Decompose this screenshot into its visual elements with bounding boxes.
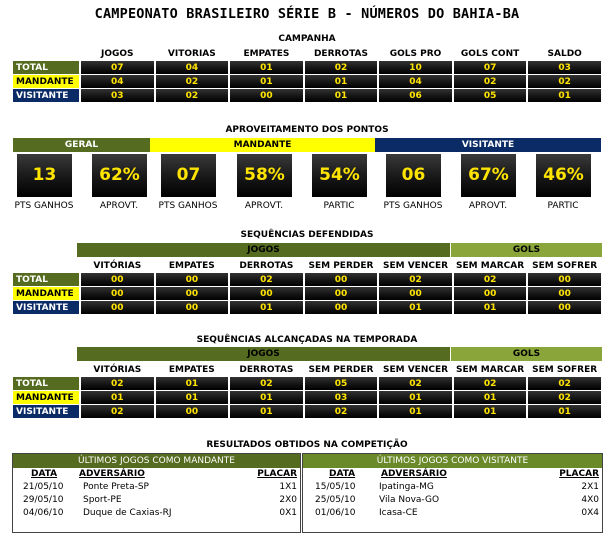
seq-defendidas-table: [11, 258, 603, 315]
col-header: EMPATES: [168, 364, 215, 375]
cell: 00: [156, 301, 229, 314]
cell: 02: [454, 377, 527, 390]
cell: 04: [379, 75, 452, 88]
page-title: CAMPEONATO BRASILEIRO SÉRIE B - NÚMEROS DO BAHIA-BA: [94, 6, 520, 22]
col-header: SEM VENCER: [383, 364, 449, 375]
result-date: 25/05/10: [315, 495, 356, 505]
table-row: [13, 273, 601, 286]
result-score: 4X0: [581, 495, 599, 505]
result-date: 29/05/10: [23, 495, 64, 505]
campanha-header-row: [13, 47, 601, 60]
stat-caption: PTS GANHOS: [14, 201, 74, 211]
list-item: [303, 507, 602, 520]
cell: 02: [528, 75, 601, 88]
col-header: SEM PERDER: [308, 364, 374, 375]
seq-header-row: [13, 363, 601, 376]
stat-box: 67%: [461, 154, 516, 197]
cell: 00: [156, 405, 229, 418]
col-data: DATA: [329, 469, 356, 479]
cell: 01: [81, 391, 154, 404]
cell: 01: [305, 75, 378, 88]
cell: 02: [81, 405, 154, 418]
row-label: VISITANTE: [13, 301, 79, 314]
col-header: EMPATES: [243, 48, 290, 59]
cell: 00: [156, 273, 229, 286]
cell: 00: [528, 301, 601, 314]
seq-alcancadas-table: [11, 362, 603, 419]
cell: 01: [156, 377, 229, 390]
col-adversario: ADVERSÁRIO: [381, 469, 447, 479]
cell: 01: [379, 301, 452, 314]
cell: 00: [81, 287, 154, 300]
cell: 00: [305, 287, 378, 300]
col-header: SEM SOFRER: [532, 364, 598, 375]
cell: 01: [230, 61, 303, 74]
cell: 02: [379, 273, 452, 286]
table-row: [13, 377, 601, 390]
list-item: [303, 481, 602, 494]
col-header: DERROTAS: [313, 48, 368, 59]
row-label: TOTAL: [13, 61, 79, 74]
result-date: 04/06/10: [23, 508, 64, 518]
cell: 00: [156, 287, 229, 300]
cell: 01: [379, 391, 452, 404]
result-opponent: Icasa-CE: [379, 508, 418, 518]
stat-caption: PTS GANHOS: [383, 201, 443, 211]
result-date: 21/05/10: [23, 482, 64, 492]
cell: 02: [156, 75, 229, 88]
table-row: [13, 287, 601, 300]
col-header: SEM MARCAR: [456, 364, 525, 375]
result-opponent: Vila Nova-GO: [379, 495, 440, 505]
list-item: [13, 481, 300, 494]
cell: 00: [528, 273, 601, 286]
stat-caption: PARTIC: [323, 201, 355, 211]
cell: 02: [230, 273, 303, 286]
cell: 02: [454, 75, 527, 88]
cell: 01: [379, 405, 452, 418]
cell: 01: [230, 405, 303, 418]
group-gols: GOLS: [451, 347, 602, 361]
cell: 01: [528, 89, 601, 102]
results-columns: [13, 468, 300, 481]
stat-caption: APROVT.: [99, 201, 139, 211]
cell: 02: [156, 89, 229, 102]
stat-caption: APROVT.: [244, 201, 284, 211]
cell: 07: [454, 61, 527, 74]
row-label: VISITANTE: [13, 405, 79, 418]
cell: 00: [305, 273, 378, 286]
cell: 02: [528, 377, 601, 390]
cell: 02: [81, 377, 154, 390]
cell: 02: [305, 405, 378, 418]
stat-box: 46%: [536, 154, 591, 197]
row-label: MANDANTE: [13, 287, 79, 300]
table-row: [13, 75, 601, 88]
cell: 01: [230, 391, 303, 404]
cell: 01: [230, 75, 303, 88]
row-label: MANDANTE: [13, 75, 79, 88]
row-label: TOTAL: [13, 273, 79, 286]
campanha-table: [11, 46, 603, 103]
table-row: [13, 89, 601, 102]
cell: 10: [379, 61, 452, 74]
cell: 03: [528, 61, 601, 74]
row-label: TOTAL: [13, 377, 79, 390]
result-score: 2X1: [581, 482, 599, 492]
cell: 06: [379, 89, 452, 102]
cell: 00: [379, 287, 452, 300]
group-geral: GERAL: [13, 138, 150, 152]
table-row: [13, 61, 601, 74]
group-jogos: JOGOS: [77, 243, 450, 257]
result-opponent: Ipatinga-MG: [379, 482, 434, 492]
row-label: VISITANTE: [13, 89, 79, 102]
cell: 00: [81, 273, 154, 286]
stat-caption: PTS GANHOS: [158, 201, 218, 211]
cell: 00: [230, 287, 303, 300]
stat-caption: PARTIC: [547, 201, 579, 211]
result-opponent: Duque de Caxias-RJ: [83, 508, 172, 518]
col-header: DERROTAS: [239, 260, 294, 271]
table-row: [13, 391, 601, 404]
col-adversario: ADVERSÁRIO: [79, 469, 145, 479]
cell: 01: [305, 89, 378, 102]
result-score: 1X1: [279, 482, 297, 492]
cell: 04: [81, 75, 154, 88]
col-header: SEM MARCAR: [456, 260, 525, 271]
cell: 01: [454, 405, 527, 418]
cell: 05: [305, 377, 378, 390]
aproveitamento-title: APROVEITAMENTO DOS PONTOS: [225, 125, 389, 135]
cell: 02: [230, 377, 303, 390]
col-header: VITÓRIAS: [93, 364, 142, 375]
seq-header-row: [13, 259, 601, 272]
col-data: DATA: [31, 469, 58, 479]
col-header: VITÓRIAS: [93, 260, 142, 271]
cell: 04: [156, 61, 229, 74]
cell: 00: [454, 287, 527, 300]
stat-caption: APROVT.: [468, 201, 508, 211]
group-mandante: MANDANTE: [150, 138, 375, 152]
cell: 00: [528, 287, 601, 300]
col-header: GOLS CONT: [460, 48, 520, 59]
result-date: 15/05/10: [315, 482, 356, 492]
cell: 02: [379, 377, 452, 390]
mandante-results-header: ÚLTIMOS JOGOS COMO MANDANTE: [13, 454, 300, 468]
cell: 01: [454, 301, 527, 314]
seq-defendidas-title: SEQUÊNCIAS DEFENDIDAS: [240, 230, 374, 240]
visitante-results: [302, 453, 603, 533]
cell: 02: [528, 391, 601, 404]
cell: 07: [81, 61, 154, 74]
group-jogos: JOGOS: [77, 347, 450, 361]
resultados-title: RESULTADOS OBTIDOS NA COMPETIÇÃO: [206, 440, 408, 450]
result-opponent: Sport-PE: [83, 495, 122, 505]
group-visitante: VISITANTE: [375, 138, 601, 152]
col-header: EMPATES: [168, 260, 215, 271]
col-header: SEM VENCER: [383, 260, 449, 271]
col-header: SALDO: [547, 48, 582, 59]
col-placar: PLACAR: [257, 469, 297, 479]
stat-box: 62%: [92, 154, 147, 197]
col-header: SEM PERDER: [308, 260, 374, 271]
col-header: GOLS PRO: [389, 48, 442, 59]
cell: 00: [81, 301, 154, 314]
table-row: [13, 301, 601, 314]
col-header: DERROTAS: [239, 364, 294, 375]
stat-box: 06: [386, 154, 441, 197]
result-opponent: Ponte Preta-SP: [83, 482, 149, 492]
col-header: SEM SOFRER: [532, 260, 598, 271]
stat-box: 13: [17, 154, 72, 197]
mandante-results: [12, 453, 301, 533]
list-item: [303, 494, 602, 507]
list-item: [13, 494, 300, 507]
row-label: MANDANTE: [13, 391, 79, 404]
col-header: VITORIAS: [167, 48, 216, 59]
cell: 01: [528, 405, 601, 418]
campanha-title: CAMPANHA: [278, 34, 336, 44]
cell: 02: [305, 61, 378, 74]
result-score: 0X4: [581, 508, 599, 518]
cell: 00: [305, 301, 378, 314]
list-item: [13, 507, 300, 520]
result-score: 2X0: [279, 495, 297, 505]
stat-box: 07: [161, 154, 216, 197]
seq-alcancadas-title: SEQUÊNCIAS ALCANÇADAS NA TEMPORADA: [196, 335, 418, 345]
col-placar: PLACAR: [559, 469, 599, 479]
result-score: 0X1: [279, 508, 297, 518]
visitante-results-header: ÚLTIMOS JOGOS COMO VISITANTE: [303, 454, 602, 468]
cell: 01: [156, 391, 229, 404]
cell: 05: [454, 89, 527, 102]
stat-box: 54%: [312, 154, 367, 197]
stat-box: 58%: [237, 154, 292, 197]
result-date: 01/06/10: [315, 508, 356, 518]
cell: 02: [454, 273, 527, 286]
cell: 01: [230, 301, 303, 314]
cell: 00: [230, 89, 303, 102]
cell: 03: [81, 89, 154, 102]
group-gols: GOLS: [451, 243, 602, 257]
cell: 03: [305, 391, 378, 404]
results-columns: [303, 468, 602, 481]
table-row: [13, 405, 601, 418]
col-header: JOGOS: [101, 48, 134, 59]
cell: 01: [454, 391, 527, 404]
